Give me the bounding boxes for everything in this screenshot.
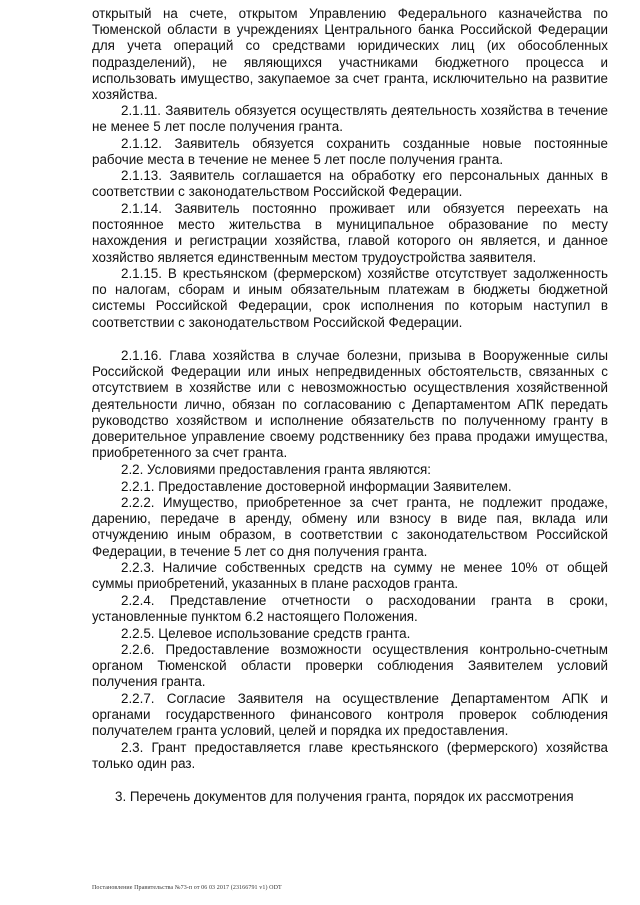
paragraph-2-1-12: 2.1.12. Заявитель обязуется сохранить созданные новые постоянные рабочие места в течение не менее 5 лет после получения гранта. xyxy=(92,136,608,168)
paragraph-2-2-1: 2.2.1. Предоставление достоверной информации Заявителем. xyxy=(121,479,512,494)
section-heading: 3. Перечень документов для получения гранта, порядок их рассмотрения xyxy=(115,789,574,804)
paragraph-2-2-4: 2.2.4. Представление отчетности о расходовании гранта в сроки, установленные пунктом 6.2 настоящего Положения. xyxy=(92,593,608,625)
paragraph-2-2: 2.2. Условиями предоставления гранта являются: xyxy=(121,462,432,477)
paragraph-2-1-16: 2.1.16. Глава хозяйства в случае болезни, призыва в Вооруженные силы Российской Федерации или иных непредвиденных обстоятельств, связанных с отсутствием в хозяйстве или с невозможностью осуществления хозяйственной деятельности лично, обязан по согласованию с Департаментом АПК передать руководство хозяйством и исполнение обязательств по полученному гранту в доверительное управление своему родственнику без права продажи имущества, приобретенного за счет гранта. xyxy=(92,348,608,461)
paragraph-2-2-2: 2.2.2. Имущество, приобретенное за счет гранта, не подлежит продаже, дарению, передаче в аренду, обмену или взносу в виде пая, вклада или отчуждению иным образом, в соответствии с законодательством Российской Федерации, в течение 5 лет со дня получения гранта. xyxy=(92,495,608,559)
paragraph-account-opening: открытый на счете, открытом Управлению Федерального казначейства по Тюменской области в учреждениях Центрального банка Российской Федерации для учета операций со средствами юридических лиц (их обособленных подразделений), не являющихся участниками бюджетного процесса и использовать имущество, закупаемое за счет гранта, исключительно на развитие хозяйства. xyxy=(92,6,608,103)
paragraph-2-2-5: 2.2.5. Целевое использование средств гранта. xyxy=(121,626,411,641)
paragraph-2-1-11: 2.1.11. Заявитель обязуется осуществлять деятельность хозяйства в течение не менее 5 лет после получения гранта. xyxy=(92,103,608,135)
paragraph-2-1-13: 2.1.13. Заявитель соглашается на обработку его персональных данных в соответствии с законодательством Российской Федерации. xyxy=(92,168,608,200)
paragraph-2-2-3: 2.2.3. Наличие собственных средств на сумму не менее 10% от общей суммы приобретений, указанных в плане расходов гранта. xyxy=(92,560,608,592)
paragraph-2-1-15: 2.1.15. В крестьянском (фермерском) хозяйстве отсутствует задолженность по налогам, сборам и иным обязательным платежам в бюджеты бюджетной системы Российской Федерации, срок исполнения по которым наступил в соответствии с законодательством Российской Федерации. xyxy=(92,266,608,330)
paragraph-2-3: 2.3. Грант предоставляется главе крестьянского (фермерского) хозяйства только один раз. xyxy=(92,740,608,772)
document-footer: Постановление Правительства №73-п от 06 03 2017 (23166791 v1) ODT xyxy=(92,885,282,891)
paragraph-2-2-6: 2.2.6. Предоставление возможности осуществления контрольно-счетным органом Тюменской области проверки соблюдения Заявителем условий получения гранта. xyxy=(92,642,608,690)
paragraph-2-1-14: 2.1.14. Заявитель постоянно проживает или обязуется переехать на постоянное место жительства в муниципальное образование по месту нахождения и регистрации хозяйства, главой которого он является, и данное хозяйство является единственным местом трудоустройства заявителя. xyxy=(92,201,608,265)
paragraph-2-2-7: 2.2.7. Согласие Заявителя на осуществление Департаментом АПК и органами государственного финансового контроля проверок соблюдения получателем гранта условий, целей и порядка их предоставления. xyxy=(92,691,608,739)
